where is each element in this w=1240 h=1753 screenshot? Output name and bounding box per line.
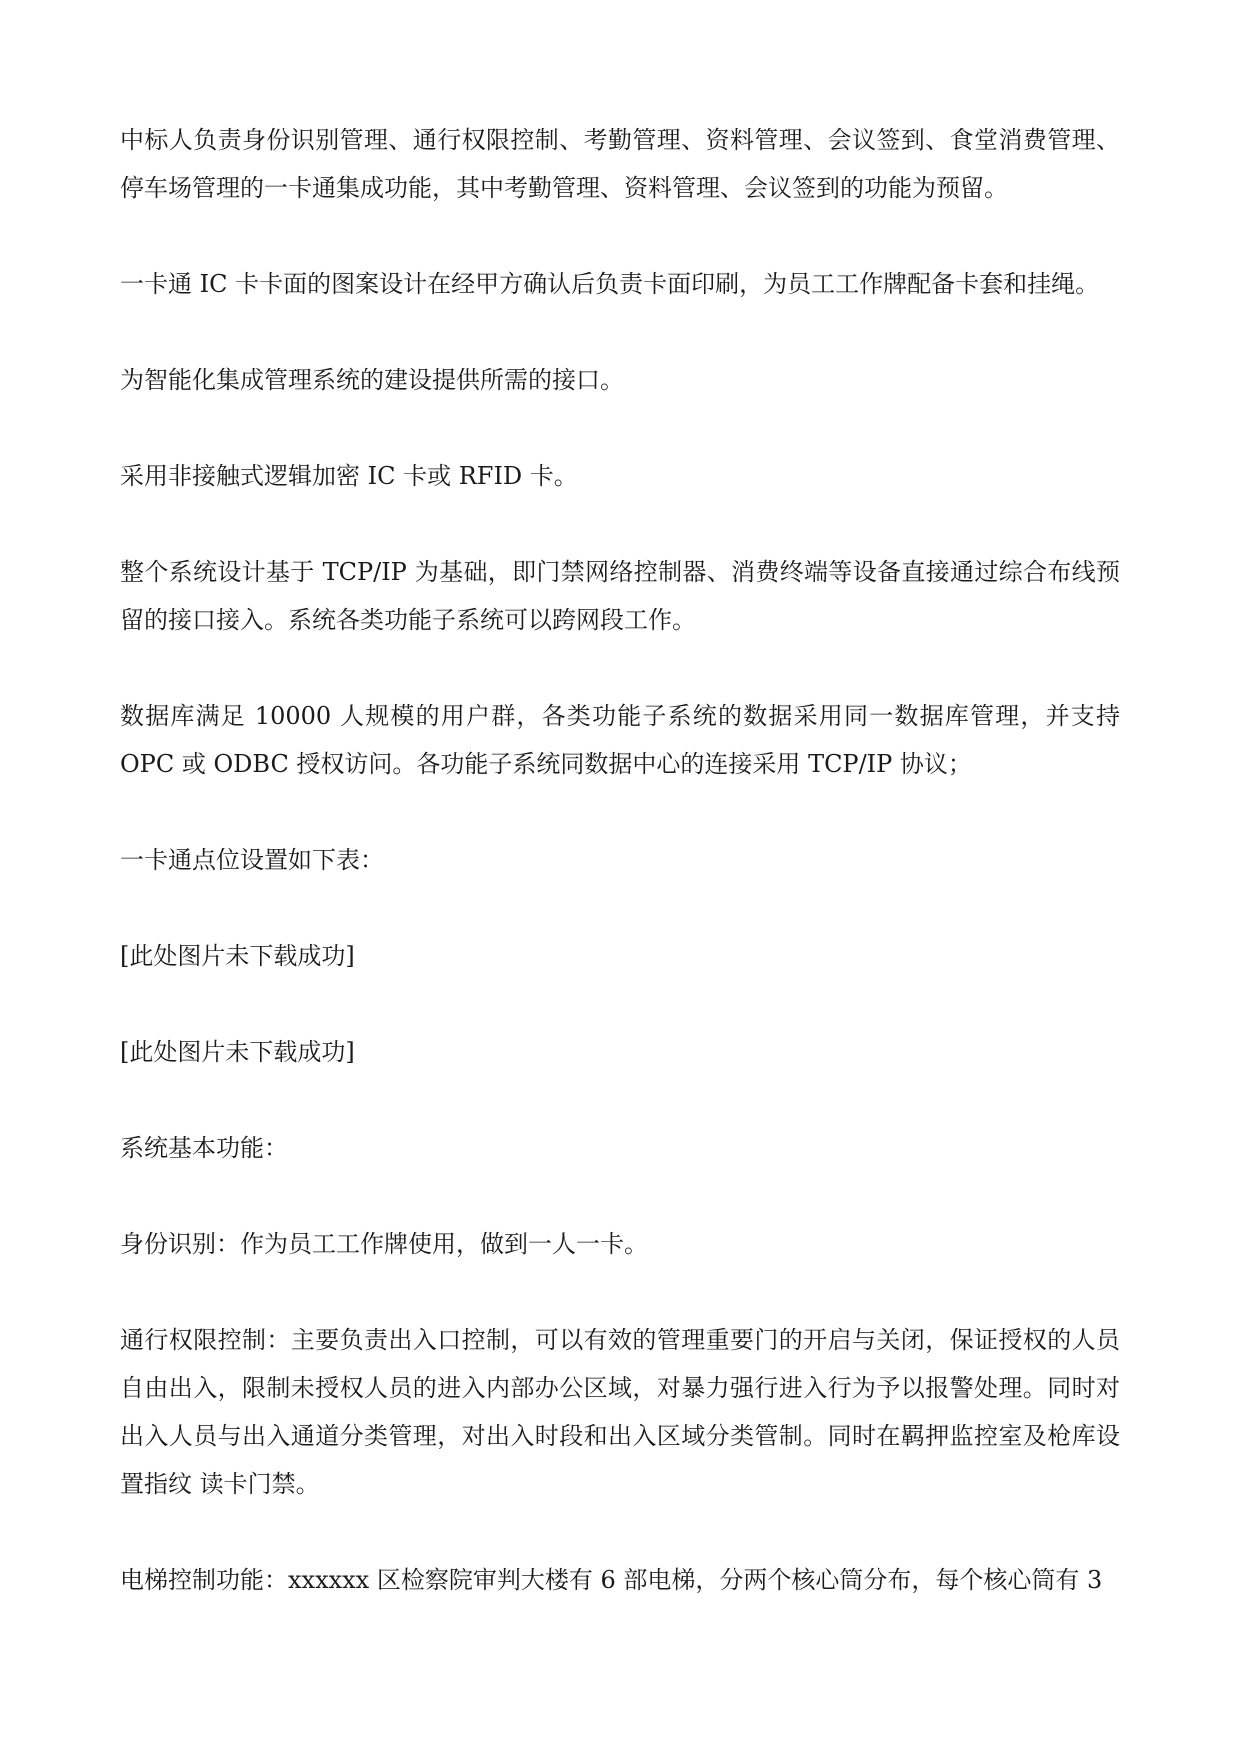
paragraph-card-type: 采用非接触式逻辑加密 IC 卡或 RFID 卡。 xyxy=(120,462,578,490)
paragraph-point-table-intro: 一卡通点位设置如下表： xyxy=(120,846,384,874)
paragraph-access-control: 通行权限控制：主要负责出入口控制，可以有效的管理重要门的开启与关闭，保证授权的人员自由出入，限制未授权人员的进入内部办公区域，对暴力强行进入行为予以报警处理。同时对出入人员与出入通道分类管理，对出入时段和出入区域分类管制。同时在羁押监控室及枪库设置指纹 读卡门禁。 xyxy=(120,1326,1120,1498)
paragraph-identity: 身份识别：作为员工工作牌使用，做到一人一卡。 xyxy=(120,1230,648,1258)
document-body xyxy=(120,116,1120,1652)
paragraph-tcpip-design: 整个系统设计基于 TCP/IP 为基础，即门禁网络控制器、消费终端等设备直接通过综合布线预留的接口接入。系统各类功能子系统可以跨网段工作。 xyxy=(120,558,1120,634)
paragraph-card-design: 一卡通 IC 卡卡面的图案设计在经甲方确认后负责卡面印刷，为员工工作牌配备卡套和挂绳。 xyxy=(120,270,1100,298)
paragraph-elevator-control: 电梯控制功能：xxxxxx 区检察院审判大楼有 6 部电梯，分两个核心筒分布，每个核心筒有 3 xyxy=(120,1566,1103,1594)
paragraph-database: 数据库满足 10000 人规模的用户群，各类功能子系统的数据采用同一数据库管理，并支持 OPC 或 ODBC 授权访问。各功能子系统同数据中心的连接采用 TCP/IP 协议； xyxy=(120,702,1120,778)
paragraph-interface: 为智能化集成管理系统的建设提供所需的接口。 xyxy=(120,366,624,394)
image-placeholder-1: [此处图片未下载成功] xyxy=(120,942,355,970)
image-placeholder-2: [此处图片未下载成功] xyxy=(120,1038,355,1066)
paragraph-basic-functions-heading: 系统基本功能： xyxy=(120,1134,288,1162)
paragraph-one-card-scope: 中标人负责身份识别管理、通行权限控制、考勤管理、资料管理、会议签到、食堂消费管理、停车场管理的一卡通集成功能，其中考勤管理、资料管理、会议签到的功能为预留。 xyxy=(120,126,1120,202)
